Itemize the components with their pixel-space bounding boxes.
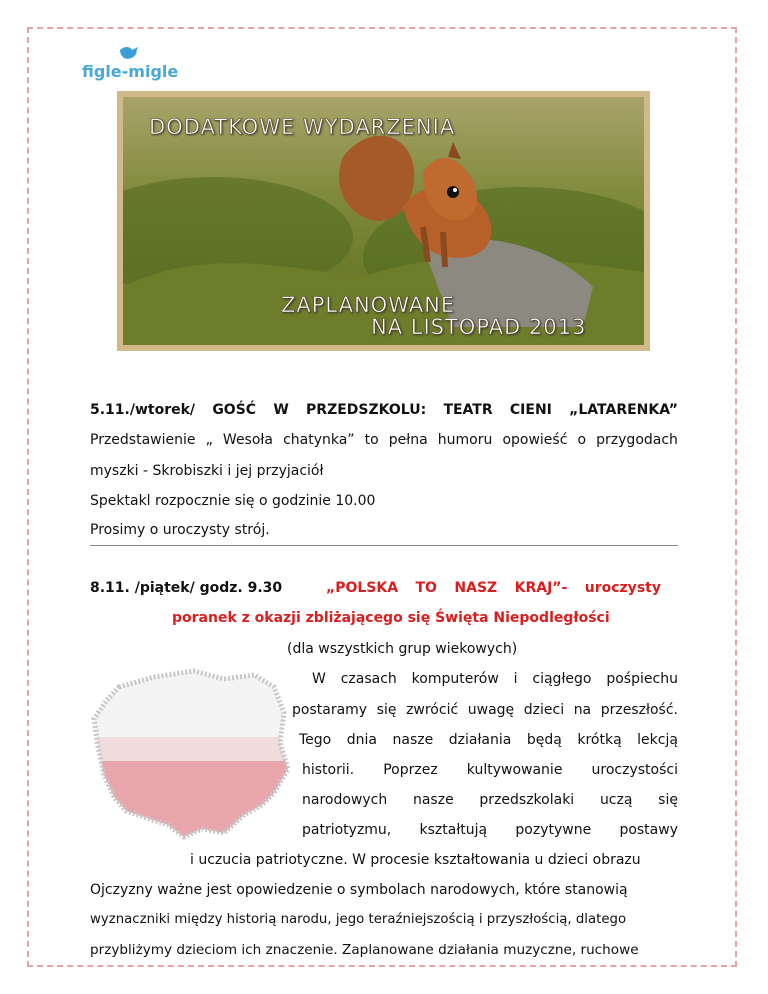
word: nasze	[412, 792, 454, 808]
heading-word: GOŚĆ	[212, 402, 257, 418]
logo-text: figle-migle	[82, 62, 179, 81]
event2-subtitle: poranek z okazji zbliżającego się Święta Niepodległości	[172, 610, 610, 626]
word: historii.	[302, 762, 355, 778]
title-word: TO	[415, 580, 437, 596]
word: komputerów	[411, 671, 499, 687]
word: Tego	[299, 732, 332, 748]
word: narodowych	[302, 792, 388, 808]
word: działania	[448, 732, 512, 748]
heading-word: CIENI	[509, 402, 552, 418]
word: chatynka”	[283, 432, 355, 448]
word: przedszkolaki	[479, 792, 575, 808]
event1-line4: Prosimy o uroczysty strój.	[90, 522, 270, 538]
word: W	[312, 671, 326, 687]
word: „	[205, 432, 213, 448]
word: o	[577, 432, 587, 448]
word: pozytywne	[515, 822, 592, 838]
word: się	[658, 792, 678, 808]
event2-p-line9: wyznaczniki między historią narodu, jego teraźniejszością i przyszłością, dlatego	[90, 912, 627, 927]
word: nasze	[392, 732, 434, 748]
banner-subtitle-line1: ZAPLANOWANE	[281, 293, 456, 317]
word: i	[513, 671, 518, 687]
poland-flag-map-icon	[84, 665, 294, 845]
event2-audience: (dla wszystkich grup wiekowych)	[287, 641, 518, 657]
word: uroczystości	[591, 762, 678, 778]
banner-title: DODATKOWE WYDARZENIA	[149, 115, 456, 139]
word: lekcją	[637, 732, 678, 748]
word: to	[364, 432, 379, 448]
title-word: „POLSKA	[326, 580, 399, 596]
heading-word: PRZEDSZKOLU:	[306, 402, 427, 418]
word: czasach	[340, 671, 397, 687]
title-word: NASZ	[454, 580, 498, 596]
banner-image	[117, 91, 650, 351]
word: Poprzez	[383, 762, 438, 778]
event1-heading	[90, 402, 678, 418]
word: postawy	[619, 822, 678, 838]
event2-p-line1	[312, 671, 678, 687]
word: na	[573, 702, 592, 718]
word: uczą	[599, 792, 633, 808]
heading-word: „LATARENKA”	[569, 402, 678, 418]
word: krótką	[577, 732, 622, 748]
event2-p-line4	[302, 762, 678, 778]
banner-subtitle-line2: NA LISTOPAD 2013	[371, 315, 587, 339]
event2-p-line10: przybliżymy dzieciom ich znaczenie. Zaplanowane działania muzyczne, ruchowe	[90, 942, 639, 958]
word: kultywowanie	[466, 762, 563, 778]
word: dzieci	[523, 702, 565, 718]
word: Przedstawienie	[90, 432, 196, 448]
event2-date: 8.11. /piątek/ godz. 9.30	[90, 580, 283, 596]
heading-word: TEATR	[443, 402, 493, 418]
word: opowieść	[502, 432, 568, 448]
event2-title	[326, 580, 661, 596]
title-word: KRAJ”-	[514, 580, 568, 596]
section-divider	[90, 545, 678, 546]
word: uwagę	[467, 702, 515, 718]
word: się	[376, 702, 397, 718]
event1-date: 5.11./wtorek/	[90, 402, 196, 418]
event1-line3: Spektakl rozpocznie się o godzinie 10.00	[90, 493, 376, 509]
event2-p-line3	[299, 732, 678, 748]
event1-line1	[90, 432, 678, 448]
heading-word: W	[273, 402, 289, 418]
word: Wesoła	[222, 432, 273, 448]
event2-p-line8: Ojczyzny ważne jest opowiedzenie o symbolach narodowych, które stanowią	[90, 882, 628, 898]
word: humoru	[437, 432, 493, 448]
word: zwrócić	[406, 702, 459, 718]
word: przeszłość.	[600, 702, 678, 718]
title-word: uroczysty	[584, 580, 661, 596]
word: patriotyzmu,	[302, 822, 392, 838]
word: dnia	[346, 732, 377, 748]
event1-line2: myszki - Skrobiszki i jej przyjaciół	[90, 463, 324, 479]
word: pełna	[388, 432, 428, 448]
word: postaramy	[292, 702, 368, 718]
word: przygodach	[596, 432, 678, 448]
event2-p-line2	[292, 702, 678, 718]
event2-p-line5	[302, 792, 678, 808]
event2-p-line6	[302, 822, 678, 838]
word: pośpiechu	[606, 671, 678, 687]
word: kształtują	[419, 822, 488, 838]
event2-p-line7: i uczucia patriotyczne. W procesie kształtowania u dzieci obrazu	[190, 852, 641, 868]
word: będą	[526, 732, 562, 748]
word: ciągłego	[532, 671, 592, 687]
